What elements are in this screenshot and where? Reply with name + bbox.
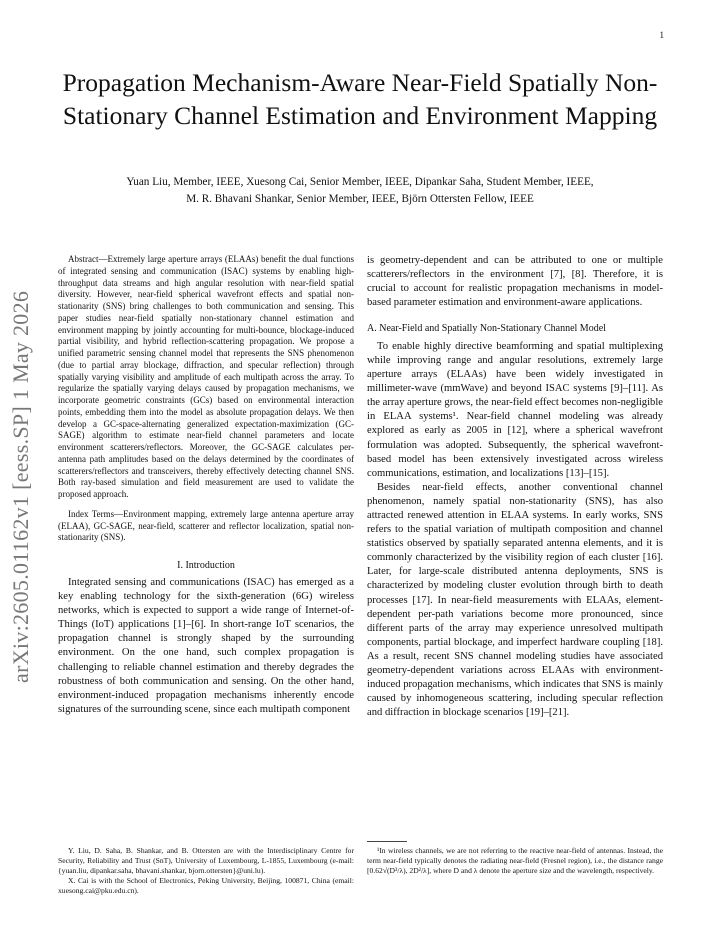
affiliation-footnote-2: X. Cai is with the School of Electronics, Peking University, Beijing, 100871, China (email: xuesong.cai@pku.edu.cn). [58,876,354,895]
authors-line-1: Yuan Liu, Member, IEEE, Xuesong Cai, Senior Member, IEEE, Dipankar Saha, Student Member, IEEE, [126,176,594,188]
arxiv-identifier: arXiv:2605.01162v1 [eess.SP] 1 May 2026 [8,290,33,683]
right-body [367,254,663,720]
footnote-rule [367,841,407,842]
footnote-1-text: ¹In wireless channels, we are not referring to the reactive near-field of antennas. Instead, the term near-field typically denotes the radiating near-field (Fresnel region), i.e., the distance range [0.62√(D³/λ), 2D²/λ], where D and λ denote the aperture size and the wavelength, respectively. [367,846,663,875]
intro-paragraph-1: Integrated sensing and communications (ISAC) has emerged as a key enabling technology for the sixth-generation (6G) wireless networks, which is expected to support a wide range of Internet-of-Things (IoT) applications [1]–[6]. In short-range IoT scenarios, the propagation channel is strongly shaped by the surrounding environment. On the one hand, such complex propagation is challenging to reliable channel estimation and thereby degrades the robustness of both communication and sensing. On the other hand, environment-induced propagation mechanisms inherently encode signatures of the surrounding scene, since each multipath component [58,577,354,715]
abstract-block [58,254,354,544]
subsection-heading-a: A. Near-Field and Spatially Non-Stationary Channel Model [367,323,606,335]
subsection-a-paragraph-1: To enable highly directive beamforming and spatial multiplexing while improving range and angular resolutions, extremely large aperture arrays (ELAAs) have been widely investigated in millimeter-wave (mmWave) and beyond ISAC systems [9]–[11]. As the array aperture grows, the near-field effect becomes non-negligible in ELAA systems¹. Near-field channel modeling was already explored as early as 2005 in [12], where a spherical wavefront formulation was adopted. Subsequently, the spherical wavefront-based model has been extensively investigated across wireless communications, estimation, and localizations [13]–[15]. [367,340,663,479]
index-terms: Index Terms—Environment mapping, extremely large antenna aperture array (ELAA), GC-SAGE, near-field, scatterer and reflector localization, spatial non-stationarity (SNS). [58,508,354,543]
left-column [58,254,354,717]
introduction-body [58,576,354,717]
abstract: Abstract—Extremely large aperture arrays (ELAAs) benefit the dual functions of integrated sensing and communication (ISAC) systems by enabling high-throughput data streams and high angular resolution with near-field spatial diversity. However, near-field spherical wavefront effects and spatial non-stationarity (SNS) bring challenges to both communication and sensing. This paper studies near-field spatially non-stationary channel estimation and environment mapping by jointly accounting for multi-bounce, blockage-induced partial visibility, and hybrid reflection-scattering propagation. We propose a unified parametric sensing channel model that represents the SNS phenomenon (due to partial array blockage, diffraction, and specular reflection) through spatially varying visibility and amplitude of each multipath across the array. To regularize the spatially varying delays caused by propagation mechanisms, we incorporate geometric constraints (GCs) based on environmental interaction points, embedding them into the model as absolute propagation delays. We then develop a GC-space-alternating generalized expectation-maximization (GC-SAGE) algorithm to estimate near-field channel parameters and locate environment scatterers/reflectors. Moreover, the GC-SAGE calculates per-antenna path amplitudes based on the delays determined by the coordinates of scatterers/reflectors and transceivers, thereby effectively detecting channel SNS. Both ray-based simulation and field measurement are used to validate the proposed approach. [58,254,354,499]
paper-title: Propagation Mechanism-Aware Near-Field Spatially Non-Stationary Channel Estimation and Environment Mapping [62,68,658,130]
section-heading-introduction: I. Introduction [177,560,235,571]
subsection-a-paragraph-2: Besides near-field effects, another conventional channel phenomenon, namely spatial non-stationarity (SNS), has also attracted renewed attention in ELAA systems. In early works, SNS refers to the spatial variation of multipath composition and channel statistics observed by spatially separated antenna elements, and it is commonly characterized by the visibility region of each cluster [16]. Later, for large-scale distributed antenna deployments, SNS is characterized by modeling cluster evolution through birth to death processes [17]. In near-field measurements with ELAAs, element-dependent per-path variations become more pronounced, since different parts of the array may experience unresolved multipath components, partial blockage, and imperfect hardware coupling [18]. As a result, recent SNS channel modeling studies have associated geometry-dependent variations across ELAAs with environment-induced propagation mechanisms, which indicates that SNS is mainly caused by inhomogeneous scattering, including specular reflection and diffraction in blockage scenarios [19]–[21]. [367,481,663,719]
affiliation-footnotes [58,846,354,896]
continued-paragraph: is geometry-dependent and can be attributed to one or multiple scatterers/reflectors in the environment [7], [8]. Therefore, it is crucial to account for realistic propagation mechanisms in model-based parameter estimation and environment-aware applications. [367,255,663,309]
affiliation-footnote-1: Y. Liu, D. Saha, B. Shankar, and B. Ottersten are with the Interdisciplinary Centre for Security, Reliability and Trust (SnT), University of Luxembourg, L-1855, Luxembourg (e-mail: {yuan.liu, dipankar.saha, bhavani.shankar, bjorn.ottersten}@uni.lu). [58,846,354,875]
page-number: 1 [659,30,664,40]
authors-line-2: M. R. Bhavani Shankar, Senior Member, IEEE, Björn Ottersten Fellow, IEEE [186,192,534,205]
footnote-1 [367,846,663,876]
right-column [367,254,663,720]
author-list [40,174,680,207]
